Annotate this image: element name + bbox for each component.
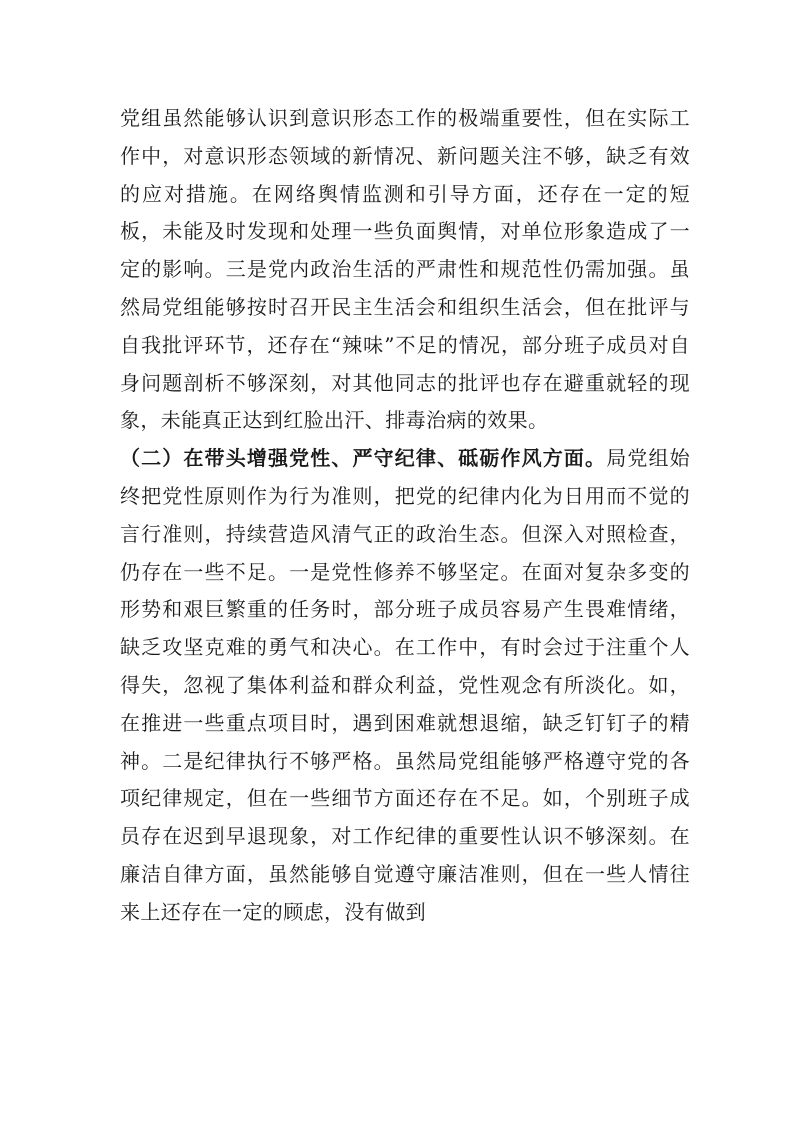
paragraph-text: 局党组始终把党性原则作为行为准则，把党的纪律内化为日用而不觉的言行准则，持续营造风清气正的政治生态。但深入对照检查，仍存在一些不足。一是党性修养不够坚定。在面对复杂多变的形势和艰巨繁重的任务时，部分班子成员容易产生畏难情绪，缺乏攻坚克难的勇气和决心。在工作中，有时会过于注重个人得失，忽视了集体利益和群众利益，党性观念有所淡化。如，在推进一些重点项目时，遇到困难就想退缩，缺乏钉钉子的精神。二是纪律执行不够严格。虽然局党组能够严格遵守党的各项纪律规定，但在一些细节方面还存在不足。如，个别班子成员存在迟到早退现象，对工作纪律的重要性认识不够深刻。在廉洁自律方面，虽然能够自觉遵守廉洁准则，但在一些人情往来上还存在一定的顾虑，没有做到: [120, 446, 691, 924]
document-body: [120, 100, 690, 932]
section-heading: （二）在带头增强党性、严守纪律、砥砺作风方面。: [120, 446, 607, 471]
body-paragraph: [120, 100, 690, 440]
section-paragraph: [120, 440, 690, 931]
paragraph-text: 党组虽然能够认识到意识形态工作的极端重要性，但在实际工作中，对意识形态领域的新情况、新问题关注不够，缺乏有效的应对措施。在网络舆情监测和引导方面，还存在一定的短板，未能及时发现和处理一些负面舆情，对单位形象造成了一定的影响。三是党内政治生活的严肃性和规范性仍需加强。虽然局党组能够按时召开民主生活会和组织生活会，但在批评与自我批评环节，还存在“辣味”不足的情况，部分班子成员对自身问题剖析不够深刻，对其他同志的批评也存在避重就轻的现象，未能真正达到红脸出汗、排毒治病的效果。: [120, 106, 690, 433]
